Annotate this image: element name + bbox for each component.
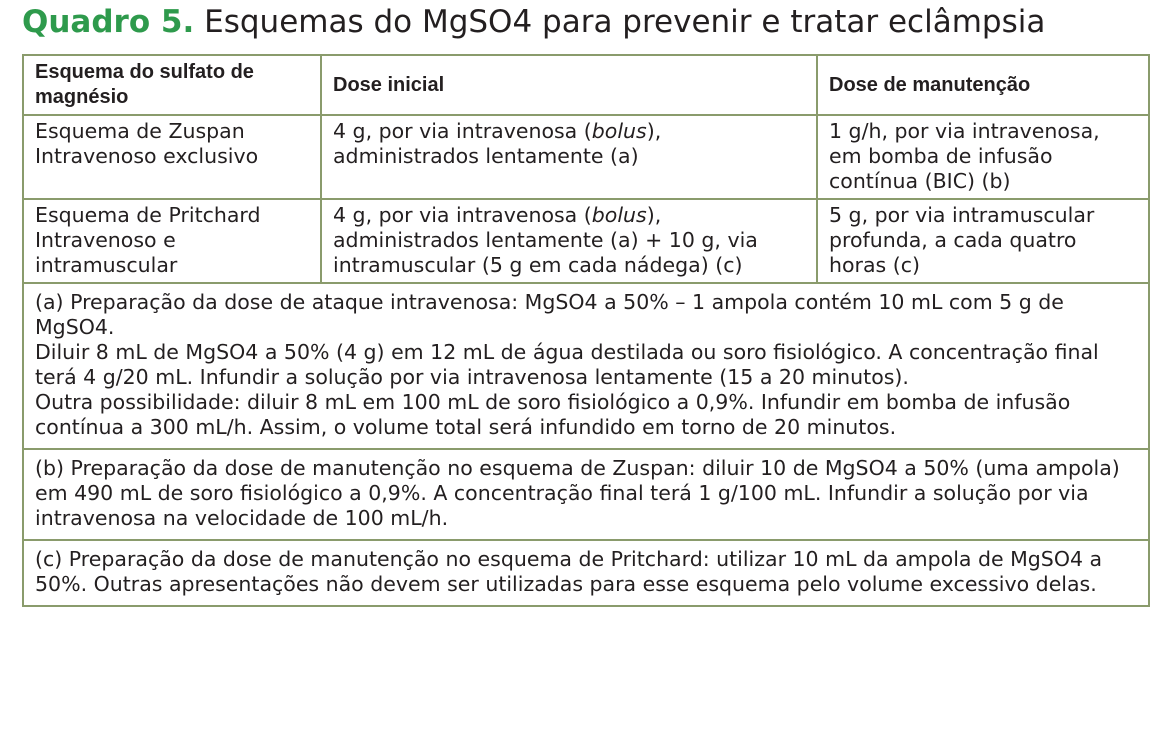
header-scheme: Esquema do sulfato de magnésio (23, 55, 321, 115)
initial-dose-text-cont: ), administrados lentamente (a) + 10 g, via intramuscular (5 g em cada nádega) (c) (333, 203, 758, 277)
magnesium-sulfate-table (22, 54, 1150, 607)
cell-scheme: Esquema de Pritchard Intravenoso e intramuscular (23, 199, 321, 283)
header-initial-dose: Dose inicial (321, 55, 817, 115)
initial-dose-text: 4 g, por via intravenosa ( (333, 119, 592, 143)
note-a-line: (a) Preparação da dose de ataque intravenosa: MgSO4 a 50% – 1 ampola contém 10 mL com 5 g de MgSO4. (35, 290, 1064, 339)
note-a (23, 283, 1149, 449)
table-row (23, 199, 1149, 283)
cell-scheme: Esquema de Zuspan Intravenoso exclusivo (23, 115, 321, 199)
bolus-term: bolus (591, 119, 647, 143)
caption-label: Quadro 5. (22, 4, 195, 40)
cell-maintenance-dose: 5 g, por via intramuscular profunda, a cada quatro horas (c) (817, 199, 1149, 283)
cell-maintenance-dose: 1 g/h, por via intravenosa, em bomba de infusão contínua (BIC) (b) (817, 115, 1149, 199)
initial-dose-text: 4 g, por via intravenosa ( (333, 203, 592, 227)
initial-dose-text-cont: ), administrados lentamente (a) (333, 119, 662, 168)
note-b: (b) Preparação da dose de manutenção no esquema de Zuspan: diluir 10 de MgSO4 a 50% (uma ampola) em 490 mL de soro fisiológico a 0,9%. A concentração final terá 1 g/100 mL. Infundir a solução por via intravenosa na velocidade de 100 mL/h. (23, 449, 1149, 540)
cell-initial-dose (321, 115, 817, 199)
table-header-row (23, 55, 1149, 115)
note-c: (c) Preparação da dose de manutenção no esquema de Pritchard: utilizar 10 mL da ampola de MgSO4 a 50%. Outras apresentações não devem ser utilizadas para esse esquema pelo volume excessivo delas. (23, 540, 1149, 606)
cell-initial-dose (321, 199, 817, 283)
table-caption (22, 2, 1045, 42)
table-row (23, 115, 1149, 199)
caption-title: Esquemas do MgSO4 para prevenir e tratar eclâmpsia (204, 4, 1046, 40)
note-row-c (23, 540, 1149, 606)
note-a-line: Diluir 8 mL de MgSO4 a 50% (4 g) em 12 mL de água destilada ou soro fisiológico. A concentração final terá 4 g/20 mL. Infundir a solução por via intravenosa lentamente (15 a 20 minutos). (35, 340, 1099, 389)
note-row-a (23, 283, 1149, 449)
bolus-term: bolus (591, 203, 647, 227)
note-row-b (23, 449, 1149, 540)
header-maintenance-dose: Dose de manutenção (817, 55, 1149, 115)
note-a-line: Outra possibilidade: diluir 8 mL em 100 mL de soro fisiológico a 0,9%. Infundir em bomba de infusão contínua a 300 mL/h. Assim, o volume total será infundido em torno de 20 minutos. (35, 390, 1071, 439)
